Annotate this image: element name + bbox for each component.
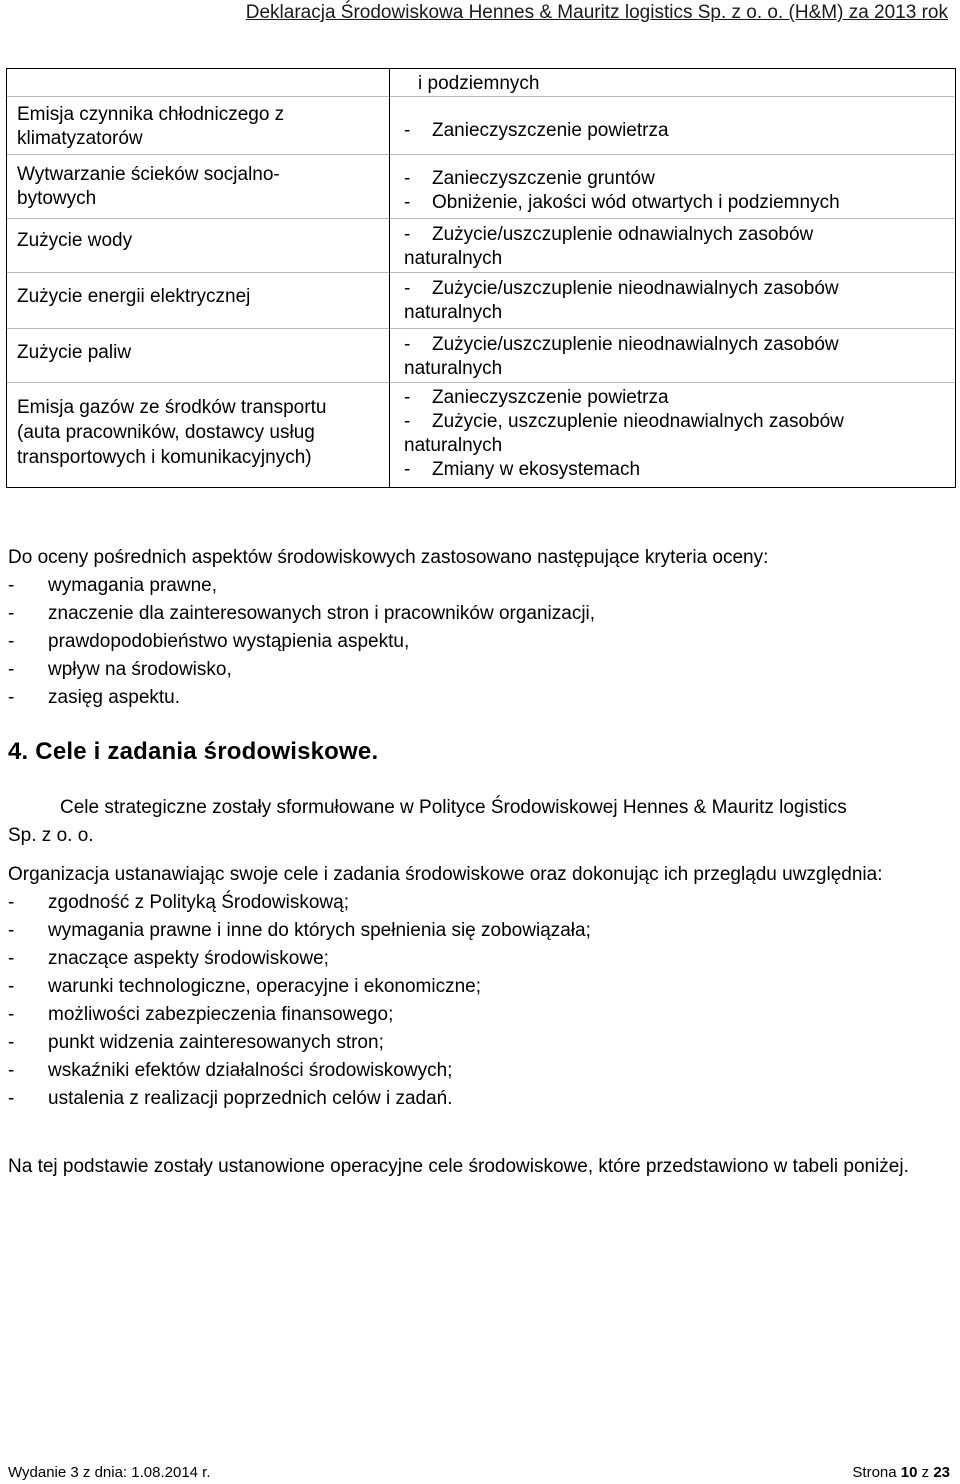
list-item: - znaczące aspekty środowiskowe; [8, 948, 329, 969]
table-row [7, 219, 389, 273]
aspects-table [6, 68, 956, 488]
page-header-title: Deklaracja Środowiskowa Hennes & Mauritz logistics Sp. z o. o. (H&M) za 2013 rok [245, 2, 948, 23]
table-row [7, 155, 389, 219]
impact-cell: - Zużycie/uszczuplenie nieodnawialnych zasobów naturalnych [404, 278, 839, 323]
aspects-column [7, 69, 390, 488]
list-item: - ustalenia z realizacji poprzednich celów i zadań. [8, 1088, 453, 1109]
list-item: - możliwości zabezpieczenia finansowego; [8, 1004, 394, 1025]
organization-paragraph [8, 861, 948, 1113]
footer-edition: Wydanie 3 z dnia: 1.08.2014 r. [8, 1464, 211, 1481]
table-row [390, 69, 955, 97]
table-row [390, 273, 955, 329]
table-row [7, 97, 389, 155]
impact-cell: - Zużycie/uszczuplenie odnawialnych zasobów naturalnych [404, 224, 814, 269]
table-row [390, 155, 955, 219]
aspect-cell: Emisja gazów ze środków transportu (auta pracowników, dostawcy usług transportowych i komunikacyjnych) [17, 397, 327, 468]
impact-cell: - Zanieczyszczenie powietrza [404, 120, 669, 141]
organization-intro: Organizacja ustanawiając swoje cele i zadania środowiskowe oraz dokonując ich przeglądu uwzględnia: [8, 864, 883, 885]
list-item: - wymagania prawne i inne do których spełnienia się zobowiązała; [8, 920, 591, 941]
aspect-cell: Zużycie energii elektrycznej [17, 286, 251, 307]
impact-cell: - Zużycie/uszczuplenie nieodnawialnych zasobów naturalnych [404, 334, 839, 379]
table-row [390, 383, 955, 487]
aspect-cell: Wytwarzanie ścieków socjalno- bytowych [17, 164, 280, 209]
criteria-intro: Do oceny pośrednich aspektów środowiskowych zastosowano następujące kryteria oceny: [8, 547, 769, 568]
impacts-column [390, 69, 956, 488]
list-item: - wskaźniki efektów działalności środowiskowych; [8, 1060, 453, 1081]
list-item: - wpływ na środowisko, [8, 659, 232, 680]
footer-page-number: Strona 10 z 23 [852, 1464, 950, 1481]
closing-paragraph: Na tej podstawie zostały ustanowione operacyjne cele środowiskowe, które przedstawiono w tabeli poniżej. [8, 1156, 909, 1177]
impact-cell: i podziemnych [418, 73, 540, 94]
impact-cell: - Zanieczyszczenie gruntów - Obniżenie, jakości wód otwartych i podziemnych [404, 168, 840, 213]
table-row [390, 97, 955, 155]
list-item: - warunki technologiczne, operacyjne i ekonomiczne; [8, 976, 482, 997]
table-row [390, 219, 955, 273]
aspect-cell: Zużycie wody [17, 230, 133, 251]
table-row [390, 329, 955, 383]
section-heading: 4. Cele i zadania środowiskowe. [8, 738, 379, 765]
criteria-block [8, 544, 948, 712]
impact-cell: - Zanieczyszczenie powietrza - Zużycie, uszczuplenie nieodnawialnych zasobów naturalnych - Zmiany w ekosystemach [404, 387, 844, 480]
strategic-goals-paragraph: Cele strategiczne zostały sformułowane w Polityce Środowiskowej Hennes & Mauritz logistics Sp. z o. o. [8, 797, 847, 846]
table-row [7, 329, 389, 383]
list-item: - znaczenie dla zainteresowanych stron i pracowników organizacji, [8, 603, 596, 624]
table-row [7, 273, 389, 329]
aspect-cell: Zużycie paliw [17, 342, 132, 363]
list-item: - zgodność z Polityką Środowiskową; [8, 892, 349, 913]
list-item: - prawdopodobieństwo wystąpienia aspektu, [8, 631, 410, 652]
list-item: - punkt widzenia zainteresowanych stron; [8, 1032, 384, 1053]
list-item: - wymagania prawne, [8, 575, 217, 596]
list-item: - zasięg aspektu. [8, 687, 181, 708]
aspect-cell: Emisja czynnika chłodniczego z klimatyzatorów [17, 104, 285, 149]
table-row [7, 69, 389, 97]
table-row [7, 383, 389, 487]
